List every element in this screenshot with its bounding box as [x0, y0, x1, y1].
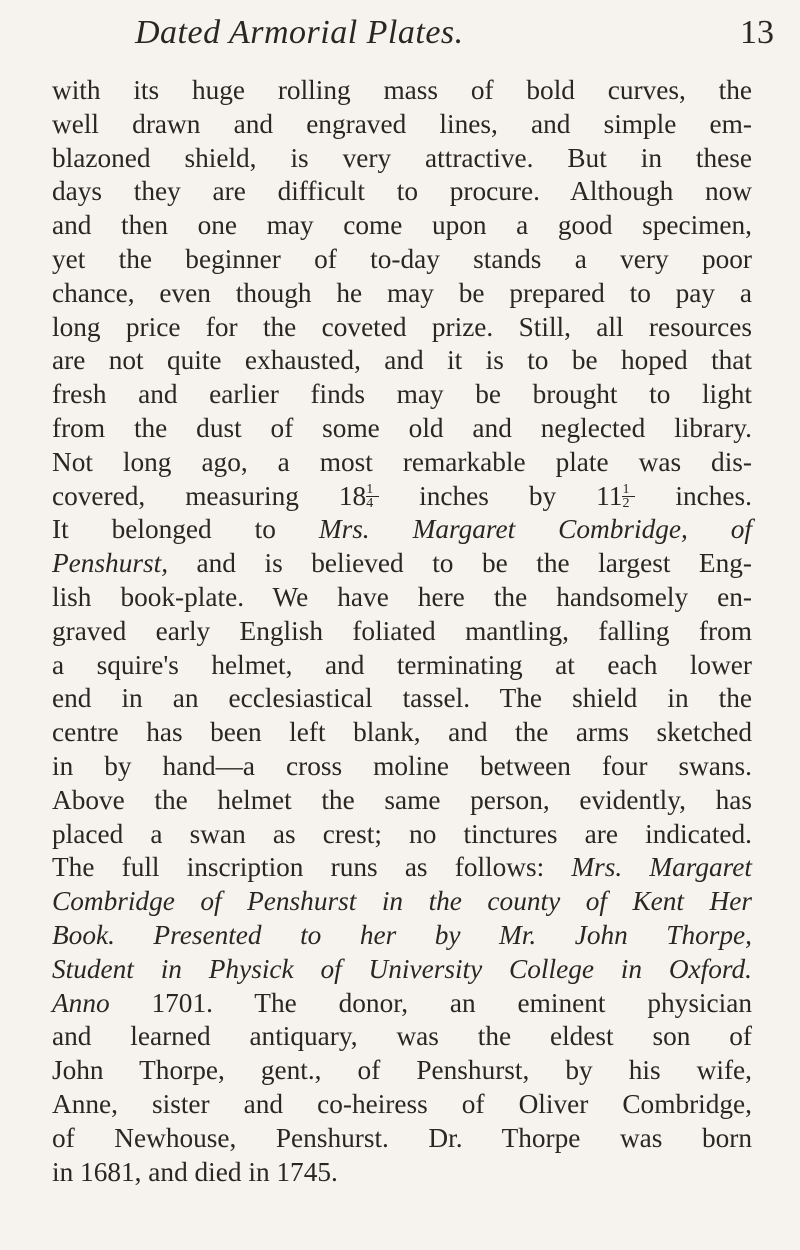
text-line: days they are difficult to procure. Although now	[52, 176, 752, 207]
text-line: long price for the coveted prize. Still, all resources	[52, 311, 752, 342]
text-line	[52, 987, 752, 1021]
text-line: blazoned shield, is very attractive. But in these	[52, 142, 752, 173]
running-head	[0, 14, 800, 58]
text-line: of Newhouse, Penshurst. Dr. Thorpe was born	[52, 1122, 752, 1153]
text-line: and then one may come upon a good specimen,	[52, 210, 752, 241]
inscription-text: Mrs. Margaret	[571, 852, 752, 883]
text-line: graved early English foliated mantling, falling from	[52, 615, 752, 646]
text-line: yet the beginner of to-day stands a very poor	[52, 243, 752, 274]
page-number: 13	[740, 14, 774, 51]
text-segment: and is believed to be the largest Eng-	[168, 548, 752, 579]
text-line: John Thorpe, gent., of Penshurst, by his wife,	[52, 1055, 752, 1086]
text-line: and learned antiquary, was the eldest son of	[52, 1021, 752, 1052]
text-segment: 1701. The donor, an eminent physician	[109, 987, 752, 1018]
inscription-line: Combridge of Penshurst in the county of Kent Her	[52, 886, 752, 917]
text-line: in by hand—a cross moline between four swans.	[52, 750, 752, 781]
text-line: with its huge rolling mass of bold curves, the	[52, 75, 752, 105]
text-segment: inches by 11	[379, 480, 623, 511]
text-segment: inches.	[635, 480, 752, 511]
text-segment: It belonged to	[52, 514, 319, 545]
text-line: a squire's helmet, and terminating at each lower	[52, 649, 752, 680]
italic-place: Penshurst,	[52, 548, 169, 579]
text-line-measurements	[52, 480, 752, 514]
text-segment: The full inscription runs as follows:	[52, 852, 572, 883]
running-head-title: Dated Armorial Plates.	[135, 14, 464, 51]
text-line: Above the helmet the same person, evidently, has	[52, 784, 752, 815]
inscription-text: Anno	[52, 987, 110, 1018]
text-line-last: in 1681, and died in 1745.	[52, 1156, 338, 1187]
inscription-line: Student in Physick of University College in Oxford.	[52, 953, 752, 984]
text-line	[52, 513, 752, 547]
text-line: fresh and earlier finds may be brought to light	[52, 379, 752, 410]
text-line: Anne, sister and co-heiress of Oliver Combridge,	[52, 1088, 752, 1119]
text-segment: covered, measuring 18	[52, 480, 367, 511]
text-line: chance, even though he may be prepared to pay a	[52, 277, 752, 308]
text-line: placed a swan as crest; no tinctures are indicated.	[52, 818, 752, 849]
text-line: well drawn and engraved lines, and simple em-	[52, 108, 752, 139]
text-line: Not long ago, a most remarkable plate was dis-	[52, 446, 752, 477]
text-line: end in an ecclesiastical tassel. The shield in the	[52, 683, 752, 714]
body-paragraph	[52, 74, 752, 1189]
text-line: lish book-plate. We have here the handsomely en-	[52, 581, 752, 612]
text-line: from the dust of some old and neglected library.	[52, 412, 752, 443]
fraction-numerator: 1	[622, 483, 635, 497]
text-line	[52, 851, 752, 885]
text-line: centre has been left blank, and the arms sketched	[52, 717, 752, 748]
fraction-denominator: 2	[622, 495, 630, 511]
fraction-numerator: 1	[366, 483, 379, 497]
text-line	[52, 547, 752, 581]
fraction-quarter	[366, 483, 379, 511]
fraction-half	[622, 483, 635, 511]
fraction-denominator: 4	[366, 495, 374, 511]
text-line: are not quite exhausted, and it is to be hoped that	[52, 345, 752, 376]
italic-name: Mrs. Margaret Combridge, of	[318, 514, 752, 545]
inscription-line: Book. Presented to her by Mr. John Thorpe,	[52, 919, 752, 950]
